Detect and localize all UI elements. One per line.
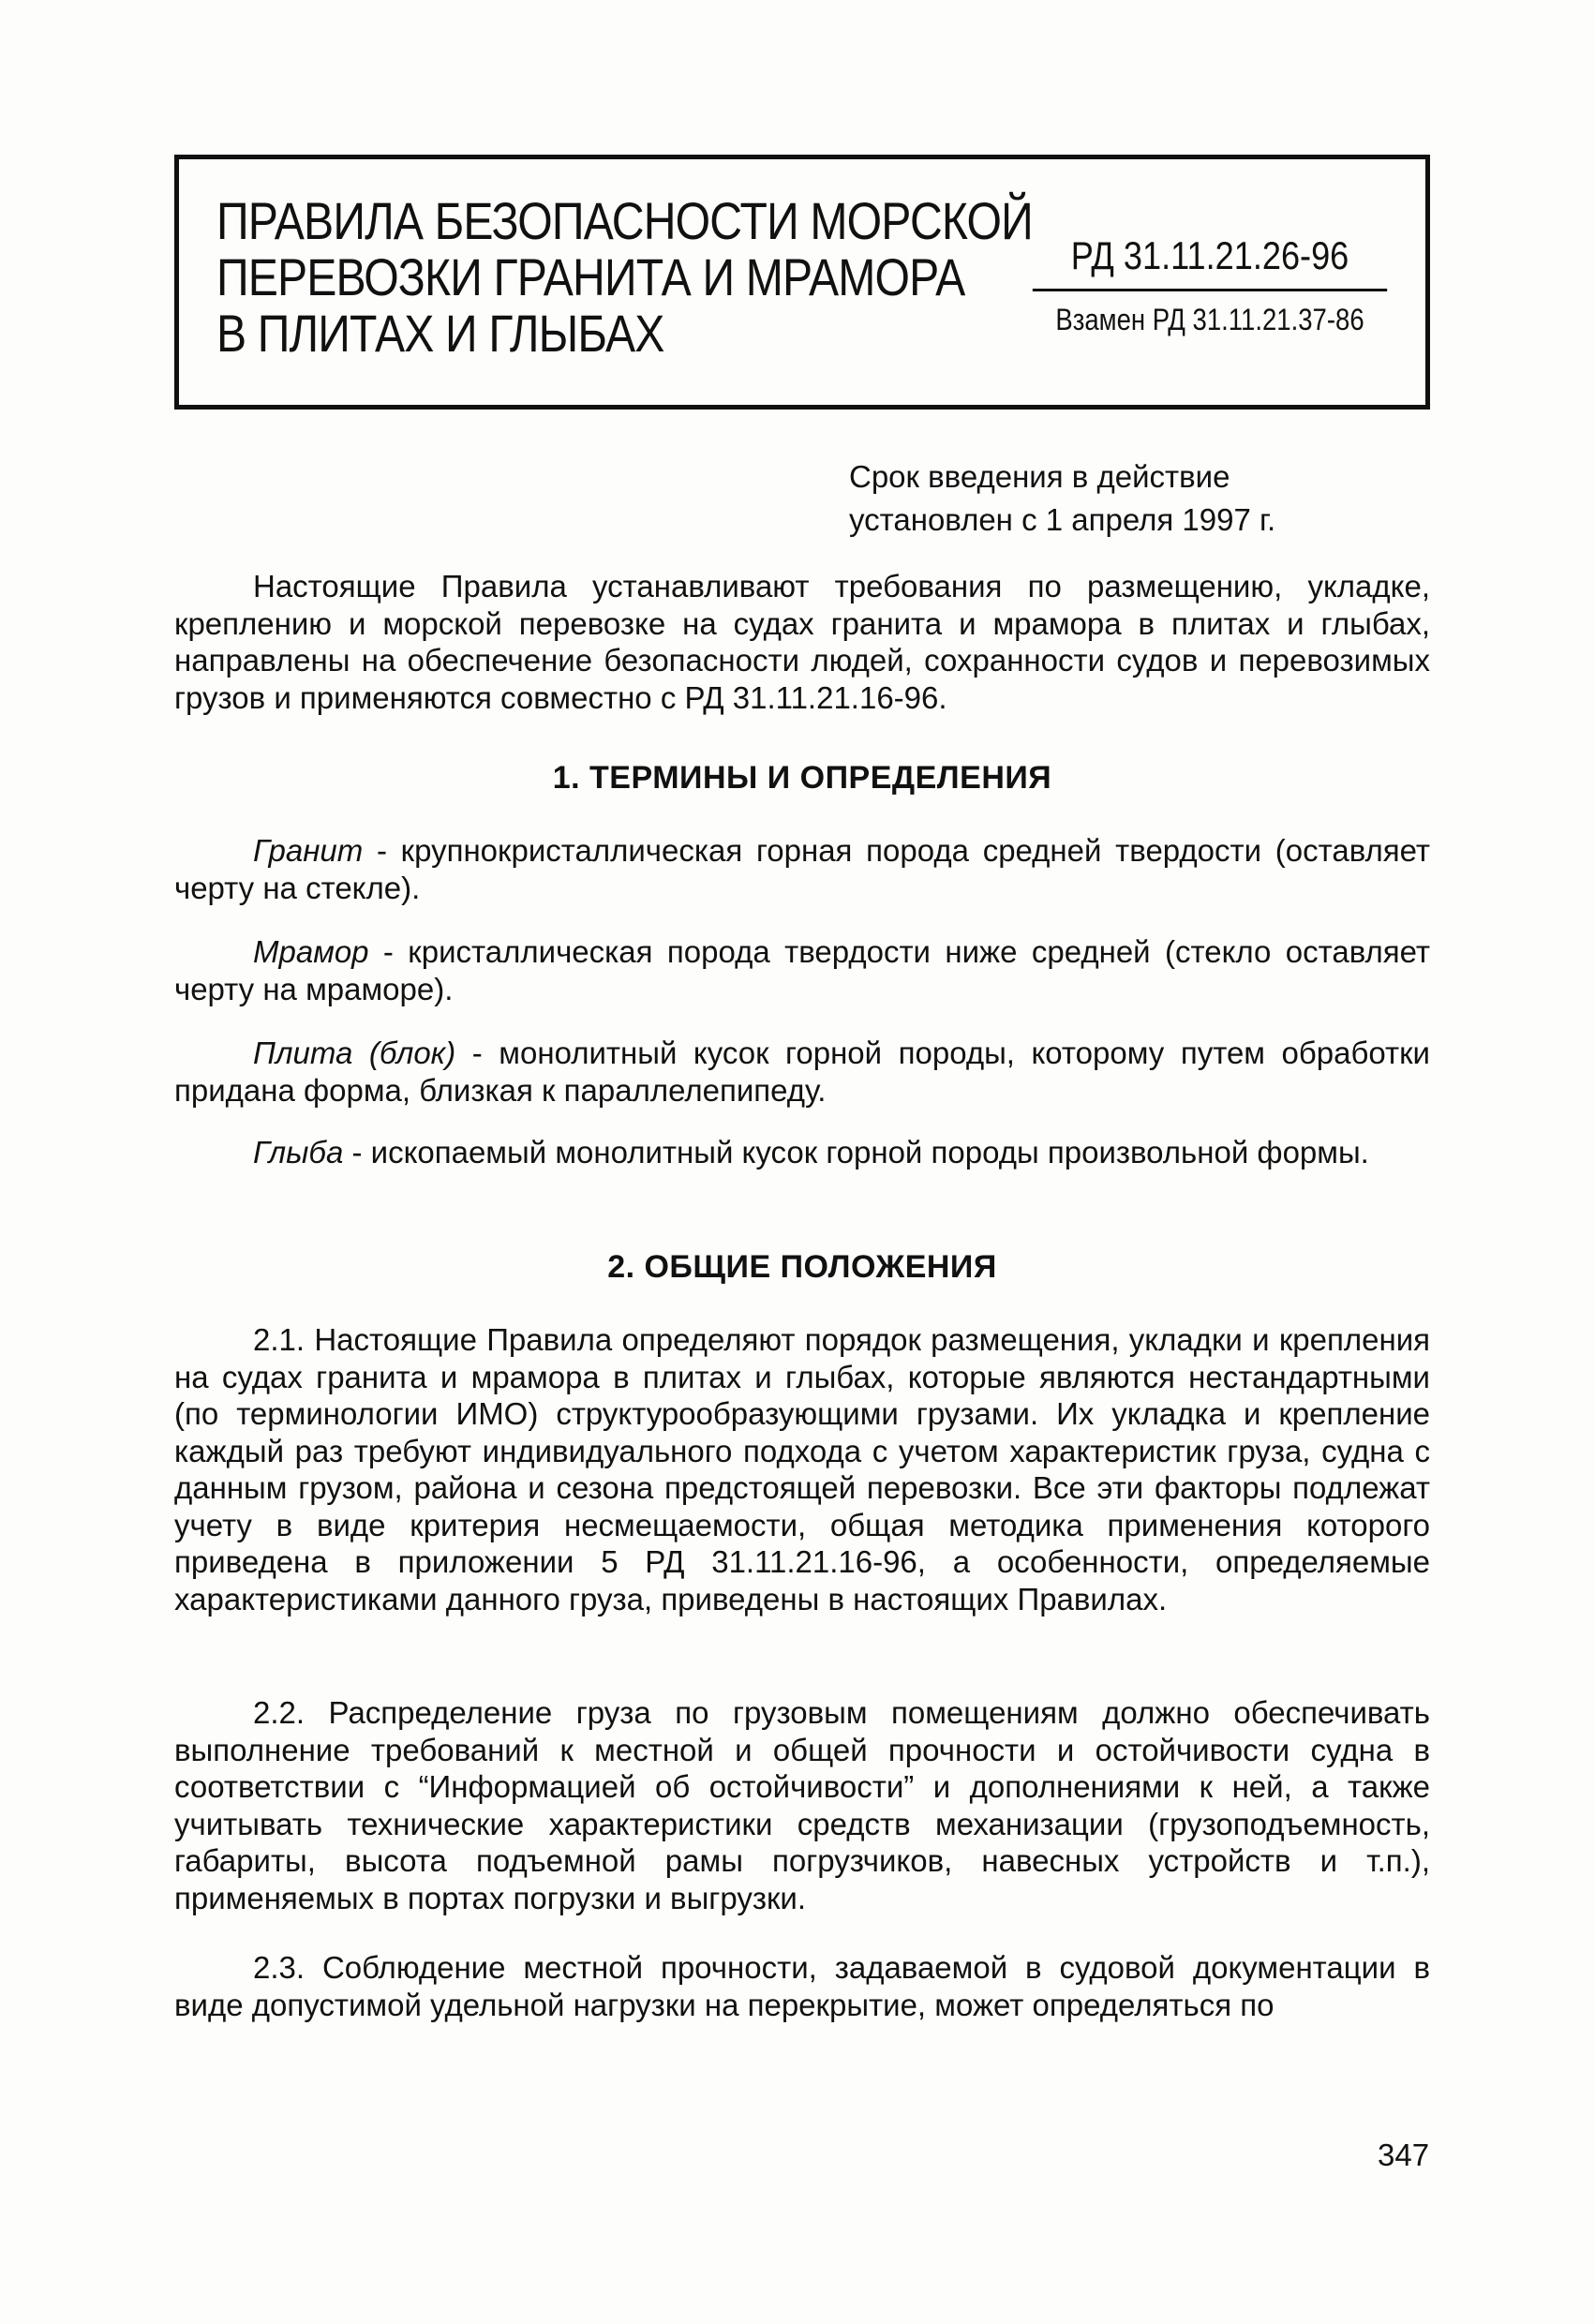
definition-text: - крупнокристаллическая горная порода средней твердости (оставляет черту на стекле). — [174, 833, 1430, 905]
rd-number: РД 31.11.21.26-96 — [1033, 232, 1387, 291]
rd-replaces: Взамен РД 31.11.21.37-86 — [1055, 303, 1364, 336]
effective-date — [849, 455, 1275, 542]
paragraph-2-1: 2.1. Настоящие Правила определяют порядок размещения, укладки и крепления на судах гранита и мрамора в плитах и глыбах, которые являются нестандартными (по терминологии ИМО) структурообразующими грузами. Их укладка и крепление каждый раз требуют индивидуального подхода с учетом характеристик груза, судна с данным грузом, района и сезона предстоящей перевозки. Все эти факторы подлежат учету в виде критерия несмещаемости, общая методика применения которого приведена в приложении 5 РД 31.11.21.16-96, а особенности, определяемые характеристиками данного груза, приведены в настоящих Правилах. — [174, 1322, 1430, 1616]
title-line-1: ПРАВИЛА БЕЗОПАСНОСТИ МОРСКОЙ — [216, 191, 1033, 250]
title-line-2: ПЕРЕВОЗКИ ГРАНИТА И МРАМОРА — [216, 247, 965, 306]
effective-date-line-2: установлен с 1 апреля 1997 г. — [849, 502, 1276, 537]
section-2-heading: 2. ОБЩИЕ ПОЛОЖЕНИЯ — [607, 1249, 997, 1285]
definition-term: Мрамор — [253, 934, 369, 969]
definition-term: Плита (блок) — [253, 1035, 456, 1070]
document-code — [1004, 232, 1416, 340]
effective-date-line-1: Срок введения в действие — [849, 459, 1230, 494]
definition-block — [174, 1134, 1430, 1171]
header-box — [174, 155, 1430, 410]
definition-marble — [174, 933, 1430, 1007]
definition-term: Гранит — [253, 833, 364, 868]
title-line-3: В ПЛИТАХ И ГЛЫБАХ — [216, 304, 664, 363]
definition-text: - монолитный кусок горной породы, которому путем обработки придана форма, близкая к параллелепипеду. — [174, 1035, 1430, 1108]
definition-granite — [174, 832, 1430, 906]
section-1-heading: 1. ТЕРМИНЫ И ОПРЕДЕЛЕНИЯ — [552, 760, 1052, 796]
page-number: 347 — [1378, 2138, 1430, 2172]
definition-term: Глыба — [253, 1135, 344, 1169]
definition-slab — [174, 1035, 1430, 1109]
document-title — [216, 191, 1033, 363]
definition-text: - ископаемый монолитный кусок горной породы произвольной формы. — [343, 1135, 1369, 1169]
paragraph-2-2: 2.2. Распределение груза по грузовым помещениям должно обеспечивать выполнение требований к местной и общей прочности и остойчивости судна в соответствии с “Информацией об остойчивости” и дополнениями к ней, а также учитывать технические характеристики средств механизации (грузоподъемность, габариты, высота подъемной рамы погрузчиков, навесных устройств и т.п.), применяемых в портах погрузки и выгрузки. — [174, 1695, 1430, 1915]
intro-paragraph: Настоящие Правила устанавливают требования по размещению, укладке, креплению и морской перевозке на судах гранита и мрамора в плитах и глыбах, направлены на обеспечение безопасности людей, сохранности судов и перевозимых грузов и применяются совместно с РД 31.11.21.16-96. — [174, 569, 1430, 715]
definition-text: - кристаллическая порода твердости ниже средней (стекло оставляет черту на мраморе). — [174, 934, 1430, 1006]
paragraph-2-3: 2.3. Соблюдение местной прочности, задаваемой в судовой документации в виде допустимой удельной нагрузки на перекрытие, может определяться по — [174, 1950, 1430, 2022]
